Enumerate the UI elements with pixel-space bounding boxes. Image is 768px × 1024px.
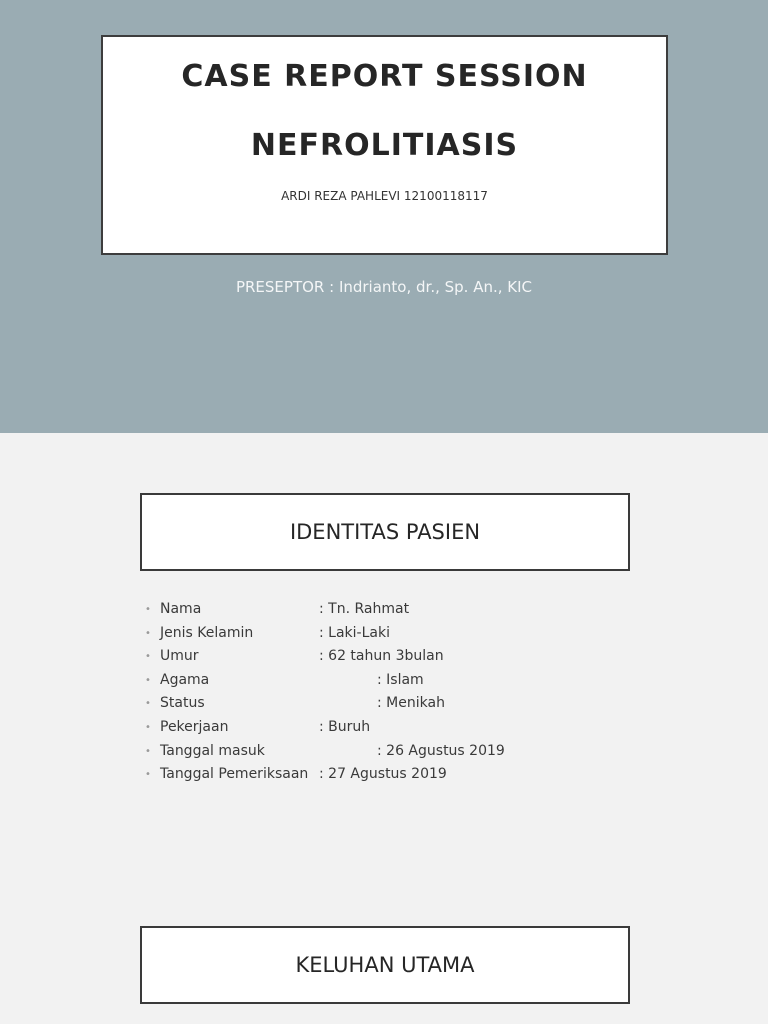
keluhan-heading: KELUHAN UTAMA	[295, 953, 475, 977]
identitas-heading: IDENTITAS PASIEN	[289, 520, 481, 544]
item-label: Pekerjaan	[160, 718, 229, 735]
item-value: : Islam	[377, 671, 424, 688]
item-label: Status	[160, 695, 205, 712]
title-line-1: CASE REPORT SESSION	[181, 59, 588, 94]
item-value: : 26 Agustus 2019	[377, 742, 505, 759]
item-value: : 27 Agustus 2019	[319, 766, 447, 783]
bullet-icon: •	[145, 627, 151, 639]
bullet-icon: •	[145, 604, 151, 615]
item-label: Tanggal Pemeriksaan	[160, 766, 309, 783]
author-line: ARDI REZA PAHLEVI 12100118117	[281, 189, 488, 203]
bullet-icon: •	[145, 745, 151, 757]
bullet-icon: •	[145, 721, 151, 733]
title-box	[101, 35, 668, 255]
bullet-icon: •	[145, 769, 151, 781]
bullet-icon: •	[145, 651, 151, 663]
item-label: Jenis Kelamin	[160, 624, 254, 641]
item-label: Umur	[160, 648, 199, 665]
item-value: : Menikah	[377, 695, 445, 712]
item-value: : 62 tahun 3bulan	[319, 648, 444, 665]
title-line-2: NEFROLITIASIS	[250, 128, 519, 163]
item-value: : Buruh	[319, 718, 371, 735]
preceptor-line: PRESEPTOR : Indrianto, dr., Sp. An., KIC	[235, 278, 533, 296]
title-slide	[0, 0, 768, 433]
identitas-heading-box	[140, 493, 630, 571]
bullet-icon: •	[145, 698, 151, 710]
bullet-icon: •	[145, 674, 151, 686]
item-value: : Tn. Rahmat	[319, 601, 410, 617]
item-label: Tanggal masuk	[160, 742, 265, 759]
item-label: Nama	[160, 601, 202, 617]
keluhan-heading-box	[140, 926, 630, 1004]
item-value: : Laki-Laki	[319, 624, 390, 641]
item-label: Agama	[160, 671, 210, 688]
